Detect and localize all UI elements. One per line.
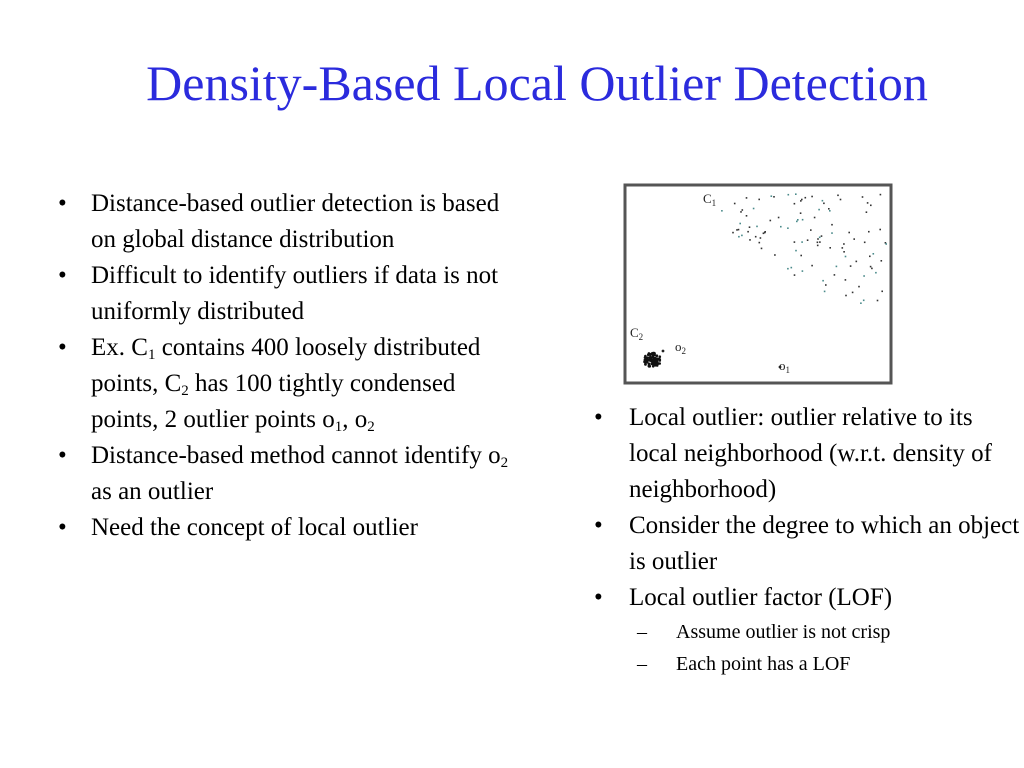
c2-point [653, 353, 656, 356]
c1-point [875, 272, 877, 274]
c1-point [881, 291, 883, 293]
c2-point [649, 356, 652, 359]
left-bullet-list [54, 186, 522, 546]
c1-point [817, 242, 819, 244]
c1-point [738, 229, 740, 231]
dash-marker: – [637, 621, 647, 643]
c1-point [879, 229, 881, 231]
bullet-marker: • [58, 262, 67, 289]
bullet-text: Distance-based method cannot identify $o_2$ as an outlier [91, 442, 509, 505]
outlier-o1-label: $o_1$ [779, 358, 790, 375]
c1-point [828, 208, 830, 210]
c1-point [755, 236, 757, 238]
c1-point [760, 237, 762, 239]
c1-point [801, 199, 803, 201]
c2-point [656, 363, 659, 366]
c1-point [863, 300, 865, 302]
c1-point [869, 256, 871, 258]
c1-point [787, 227, 789, 229]
c1-point [796, 221, 798, 223]
c1-point [843, 243, 845, 245]
c1-point [795, 250, 797, 252]
c1-point [819, 241, 821, 243]
c1-point [800, 212, 802, 214]
c2-point [648, 363, 651, 366]
c1-point [866, 211, 868, 213]
c1-point [845, 279, 847, 281]
c1-point [885, 243, 887, 245]
bullet-distance-method [54, 438, 522, 510]
bullet-marker: • [58, 190, 67, 217]
c1-point [811, 265, 813, 267]
c1-point [736, 229, 738, 231]
c1-point [807, 239, 809, 241]
c1-point [734, 203, 736, 205]
bullet-marker: • [594, 404, 603, 431]
c1-point [814, 217, 816, 219]
c1-point [739, 223, 741, 225]
c1-point [840, 199, 842, 201]
bullet-degree [590, 508, 1020, 580]
c1-point [877, 300, 879, 302]
bullet-marker: • [58, 442, 67, 469]
c1-point [852, 292, 854, 294]
c1-point [753, 208, 755, 210]
c1-point [834, 274, 836, 276]
bullet-text: Need the concept of local outlier [91, 514, 418, 541]
c1-point [773, 196, 775, 198]
cluster-c2-label: $C_2$ [630, 325, 644, 342]
c1-point [800, 255, 802, 257]
c1-point [837, 195, 839, 197]
c1-point [747, 231, 749, 233]
c1-point [829, 247, 831, 249]
c1-point [787, 268, 789, 270]
c1-point [862, 196, 864, 198]
c1-point [810, 229, 812, 231]
bullet-text: Distance-based outlier detection is based on global distance distribution [91, 190, 500, 253]
c1-point [819, 237, 821, 239]
c1-point [870, 205, 872, 207]
c1-point [825, 284, 827, 286]
c2-point [644, 359, 647, 362]
c1-point [864, 242, 866, 244]
c2-point [652, 356, 655, 359]
c1-point [831, 232, 833, 234]
c1-point [756, 226, 758, 228]
c1-point [871, 268, 873, 270]
bullet-marker: • [594, 584, 603, 611]
c1-point [881, 260, 883, 262]
c1-point [863, 275, 865, 277]
c1-point [770, 220, 772, 222]
c1-point [848, 232, 850, 234]
lof-sub-list [629, 616, 1020, 680]
sub-bullet-not-crisp [637, 616, 1020, 648]
c1-point [867, 202, 869, 204]
bullet-text: Consider the degree to which an object is outlier [629, 512, 1020, 575]
right-bullet-list [590, 400, 1020, 680]
c1-point [870, 266, 872, 268]
c1-point [801, 241, 803, 243]
c1-point [802, 219, 804, 221]
c1-point [759, 242, 761, 244]
c1-point [774, 254, 776, 256]
c1-point [764, 232, 766, 234]
c1-point [858, 286, 860, 288]
c1-point [850, 265, 852, 267]
bullet-text: Difficult to identify outliers if data is not uniformly distributed [91, 262, 499, 325]
c1-point [817, 245, 819, 247]
c1-point [788, 194, 790, 196]
cluster-c1-label: $C_1$ [703, 191, 717, 208]
bullet-marker: • [58, 514, 67, 541]
c2-point [644, 355, 647, 358]
c1-point [836, 266, 838, 268]
c1-point [822, 200, 824, 202]
c1-point [853, 238, 855, 240]
c1-point [860, 302, 862, 304]
bullet-local-concept [54, 510, 522, 546]
c1-point [740, 211, 742, 213]
c1-point [845, 256, 847, 258]
c1-point [842, 247, 844, 249]
c2-point [659, 358, 662, 361]
c1-point [868, 231, 870, 233]
outlier-o2-label: $o_2$ [675, 339, 686, 356]
c1-point [805, 197, 807, 199]
c1-point [873, 253, 875, 255]
bullet-example [54, 330, 522, 438]
c1-point [794, 203, 796, 205]
sub-bullet-text: Assume outlier is not crisp [676, 621, 891, 643]
c2-point [652, 361, 655, 364]
slide-title: Density-Based Local Outlier Detection [146, 55, 928, 111]
dash-marker: – [637, 653, 647, 675]
scatter-svg [617, 181, 897, 387]
c2-point [644, 363, 647, 366]
c1-point [845, 295, 847, 297]
bullet-non-uniform [54, 258, 522, 330]
c1-point [856, 261, 858, 263]
c1-point [791, 267, 793, 269]
figure-frame [625, 185, 891, 383]
c1-point [843, 251, 845, 253]
c1-point [823, 203, 825, 205]
c2-point [648, 365, 651, 368]
c1-point [824, 291, 826, 293]
c1-point [778, 217, 780, 219]
c1-point [822, 280, 824, 282]
c1-point [780, 226, 782, 228]
c1-point [802, 270, 804, 272]
c2-point [656, 357, 659, 360]
bullet-text: Local outlier factor (LOF) [629, 584, 893, 611]
c1-point [749, 239, 751, 241]
c1-point [831, 224, 833, 226]
c1-point [818, 209, 820, 211]
c2-point [656, 354, 659, 357]
c1-point [771, 195, 773, 197]
c1-point [817, 238, 819, 240]
bullet-global-distance [54, 186, 522, 258]
c1-point [800, 200, 802, 202]
c1-point [829, 210, 831, 212]
c1-point [811, 196, 813, 198]
c1-point [794, 241, 796, 243]
c1-point [732, 232, 734, 234]
bullet-marker: • [594, 512, 603, 539]
c1-point [746, 197, 748, 199]
c1-point [794, 274, 796, 276]
c1-point [797, 219, 799, 221]
bullet-marker: • [58, 334, 67, 361]
bullet-text: Local outlier: outlier relative to its local neighborhood (w.r.t. density of neighborhood) [629, 404, 992, 503]
outlier-o2-point [662, 350, 665, 353]
c1-point [795, 193, 797, 195]
c1-point [749, 226, 751, 228]
sub-bullet-text: Each point has a LOF [676, 653, 851, 675]
c1-point [742, 209, 744, 211]
c2-point [648, 359, 651, 362]
c1-point [821, 235, 823, 237]
c1-point [721, 210, 723, 212]
c1-point [741, 235, 743, 237]
bullet-local-outlier [590, 400, 1020, 508]
c1-point [761, 248, 763, 250]
c1-point [758, 199, 760, 201]
c1-point [880, 194, 882, 196]
c1-point [746, 215, 748, 217]
c2-point [659, 355, 662, 358]
bullet-text: Ex. $C_1$ contains 400 loosely distributed points, $C_2$ has 100 tightly condensed points, 2 outlier points $o_1$, $o_2$ [91, 334, 481, 435]
bullet-lof [590, 580, 1020, 680]
sub-bullet-each-point [637, 648, 1020, 680]
outlier-scatter-figure [617, 181, 897, 387]
c1-point [738, 236, 740, 238]
